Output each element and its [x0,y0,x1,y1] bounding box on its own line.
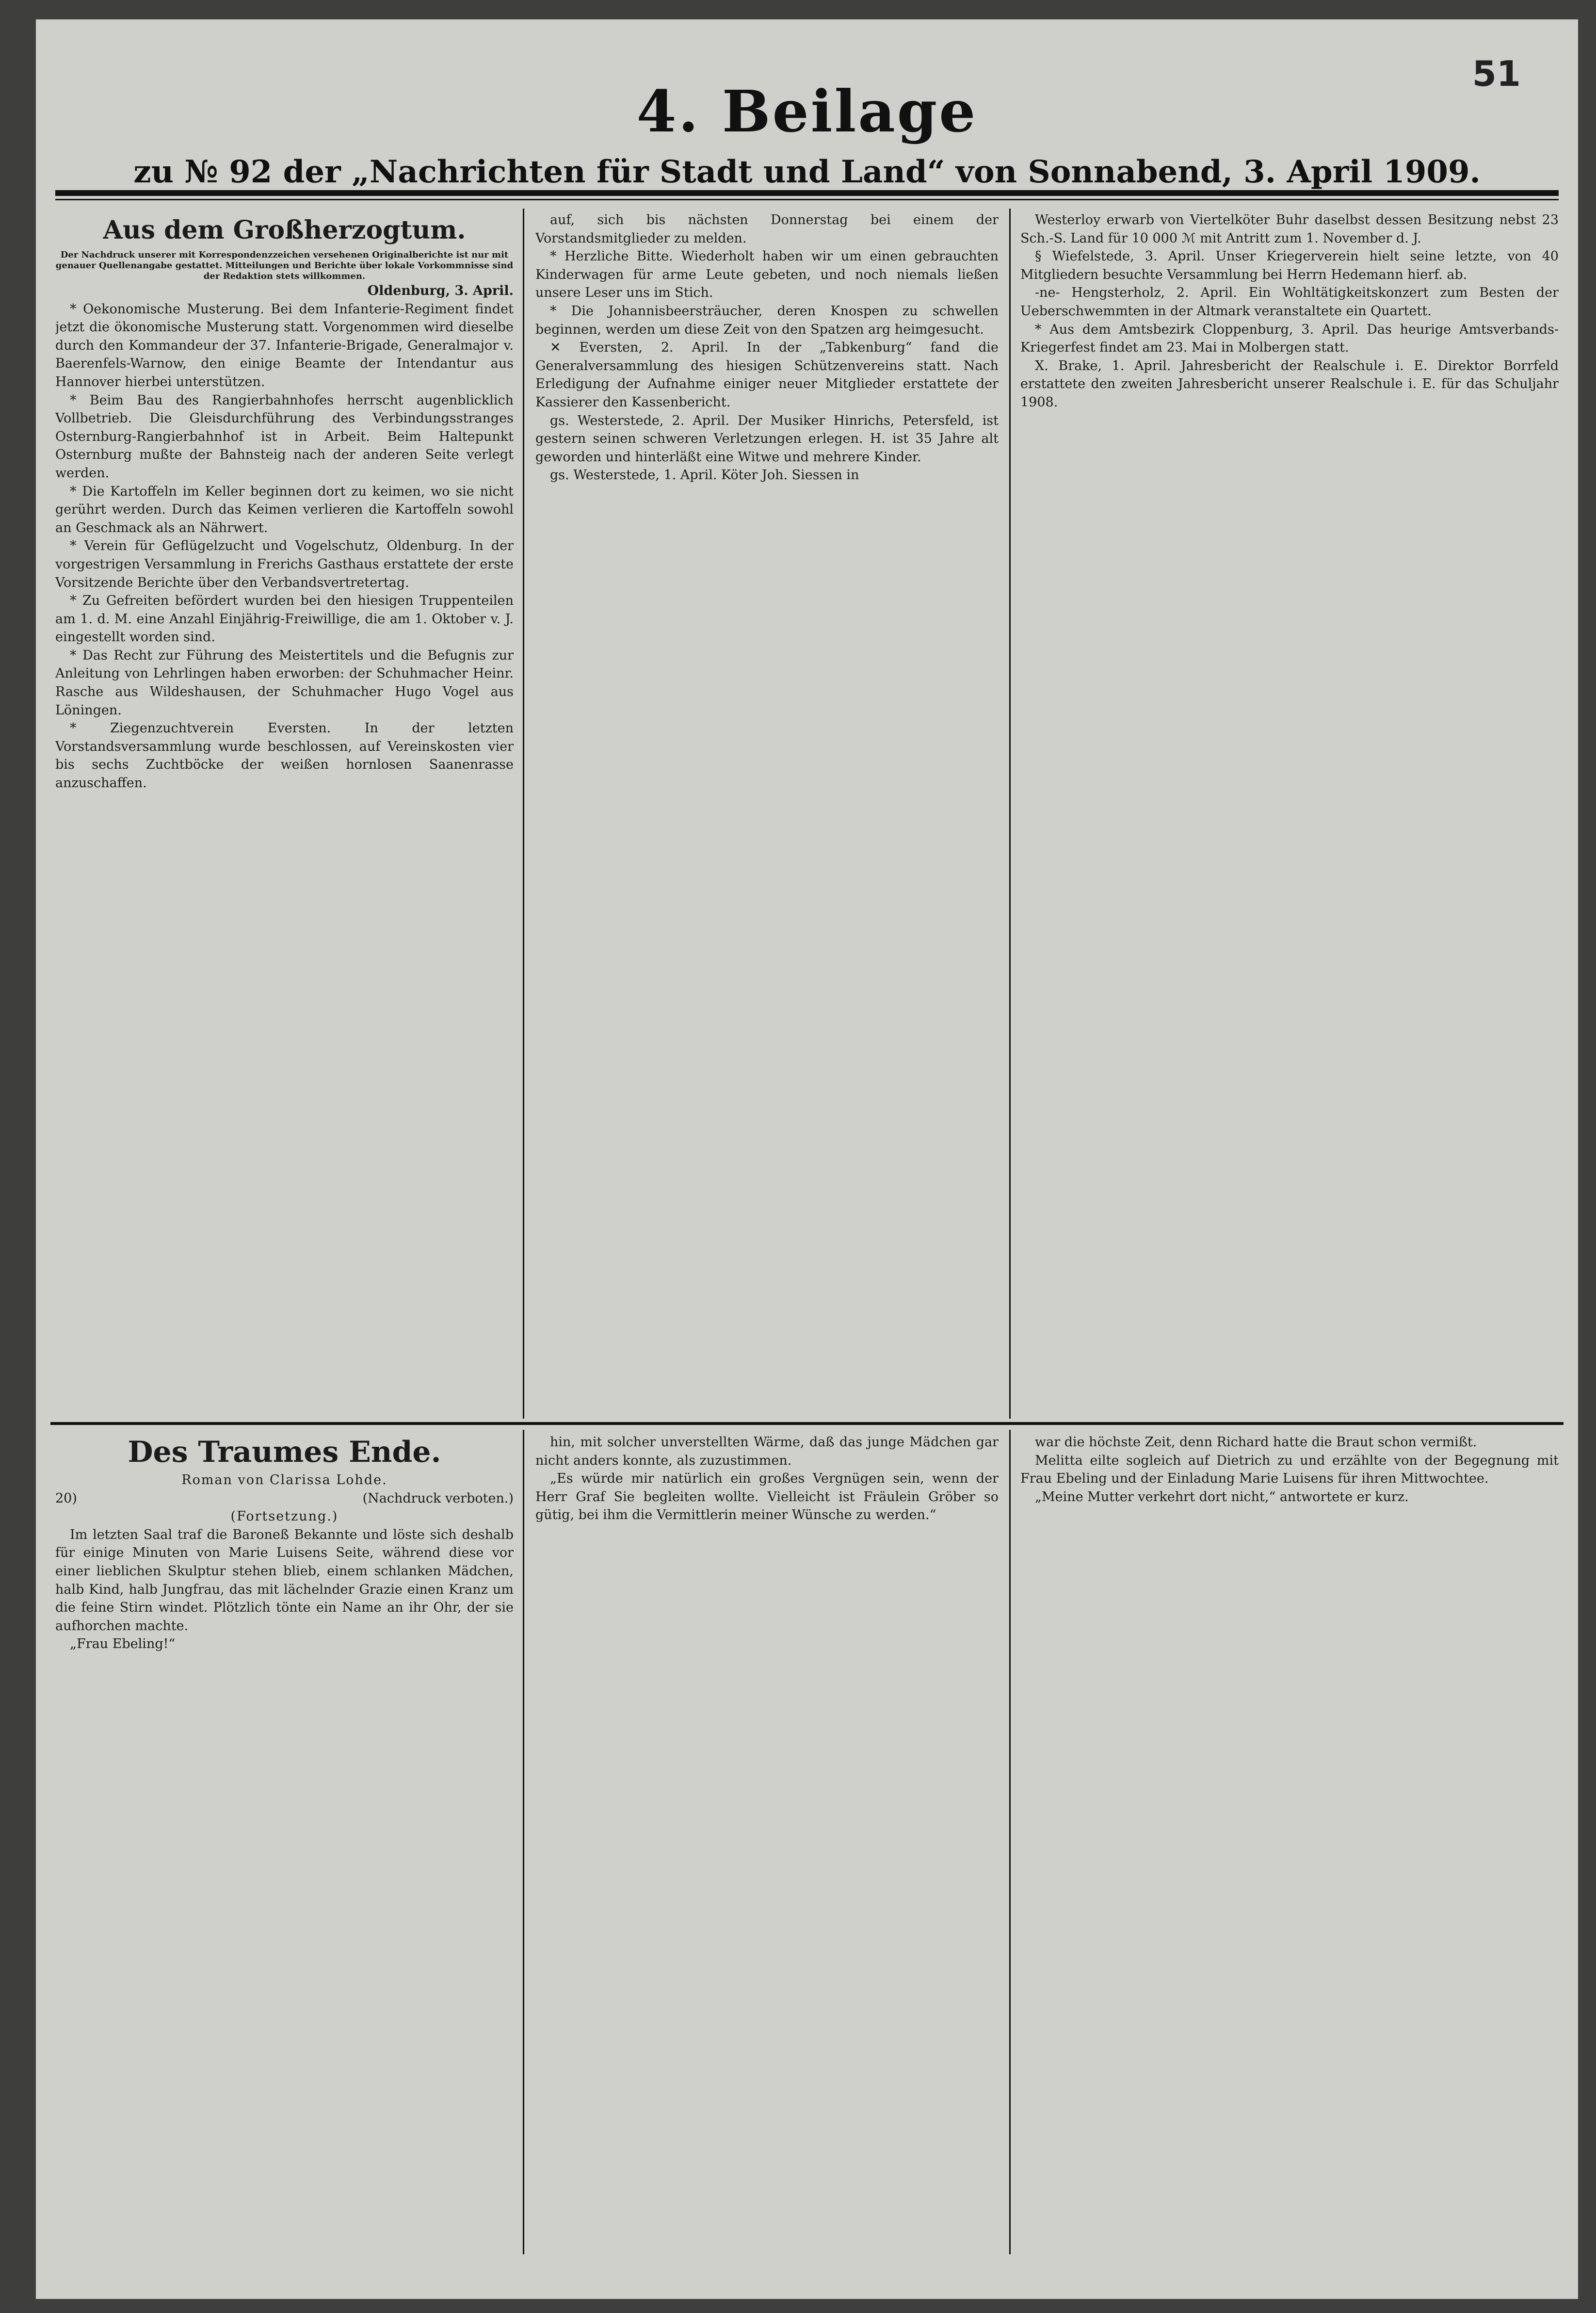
serial-paragraph: „Meine Mutter verkehrt dort nicht,“ antwortete er kurz. [1035,1489,1409,1504]
news-column-3 [1020,211,1559,1419]
serial-byline: Roman von Clarissa Lohde. [181,1472,387,1488]
news-column-1 [55,211,514,1419]
article-paragraph: * Zu Gefreiten befördert wurden bei den hiesigen Truppenteilen am 1. d. M. eine Anzahl Einjährig-Freiwillige, die am 1. Oktober v. J. eingestellt worden sind. [55,593,514,645]
article-paragraph: * Ziegenzuchtverein Eversten. In der letzten Vorstandsversammlung wurde beschlossen, auf Vereinskosten vier bis sechs Zuchtböcke der weißen hornlosen Saanenrasse anzuschaffen. [55,721,514,791]
article-paragraph: ✕ Eversten, 2. April. In der „Tabkenburg“ fand die Generalversammlung des hiesigen Schützenvereins statt. Nach Erledigung der Aufnahme einiger neuer Mitglieder erstattete der Kassierer den Kassenbericht. [535,340,999,410]
section-heading: Aus dem Großherzogtum. [103,215,466,245]
masthead [55,78,1559,194]
serial-title: Des Traumes Ende. [128,1435,441,1469]
article-paragraph: * Beim Bau des Rangierbahnhofes herrscht augenblicklich Vollbetrieb. Die Gleisdurchführung des Verbindungsstranges Osternburg-Rangierbahnhof ist in Arbeit. Beim Haltepunkt Osternburg mußte der Bahnsteig nach der anderen Seite verlegt werden. [55,392,514,481]
serial-column-2 [535,1433,999,2253]
supplement-subtitle: zu № 92 der „Nachrichten für Stadt und Land“ von Sonnabend, 3. April 1909. [133,154,1481,190]
article-paragraph: * Die Kartoffeln im Keller beginnen dort zu keimen, wo sie nicht gerührt werden. Durch das Keimen verlieren die Kartoffeln sowohl an Geschmack als an Nährwert. [55,484,514,535]
serial-paragraph: war die höchste Zeit, denn Richard hatte die Braut schon vermißt. [1035,1435,1477,1450]
article-paragraph: -ne- Hengsterholz, 2. April. Ein Wohltätigkeitskonzert zum Besten der Ueberschwemmten in der Altmark veranstaltete ein Quartett. [1020,285,1559,319]
article-paragraph: * Das Recht zur Führung des Meistertitels und die Befugnis zur Anleitung von Lehrlingen haben erworben: der Schuhmacher Heinr. Rasche aus Wildeshausen, der Schuhmacher Hugo Vogel aus Löningen. [55,647,514,718]
article-paragraph: gs. Westerstede, 1. April. Köter Joh. Siessen in [550,468,859,483]
article-paragraph: * Verein für Geflügelzucht und Vogelschutz, Oldenburg. In der vorgestrigen Versammlung in Frerichs Gasthaus erstattete der erste Vorsitzende Berichte über den Verbandsvertretertag. [55,538,514,590]
serial-paragraph: „Frau Ebeling!“ [70,1636,176,1652]
column-divider [523,1430,524,2254]
serial-continuation: (Fortsetzung.) [230,1509,339,1524]
news-column-2 [535,211,999,1419]
serial-column-3 [1020,1433,1559,2253]
reprint-notice: Der Nachdruck unserer mit Korrespondenzzeichen versehenen Originalberichte ist nur mit genauer Quellenangabe gestattet. Mitteilungen und Berichte über lokale Vorkommnisse sind der Redaktion stets willkommen. [55,250,514,281]
masthead-rule-thin [55,199,1559,200]
serial-paragraph: hin, mit solcher unverstellten Wärme, daß das junge Mädchen gar nicht anders konnte, als zuzustimmen. [535,1435,999,1468]
article-paragraph: * Die Johannisbeersträucher, deren Knospen zu schwellen beginnen, werden um diese Zeit von den Spatzen arg heimgesucht. [535,303,999,337]
serial-column-1 [55,1433,514,2253]
article-paragraph: * Aus dem Amtsbezirk Cloppenburg, 3. April. Das heurige Amtsverbands-Kriegerfest findet am 23. Mai in Molbergen statt. [1020,322,1559,356]
section-rule [50,1422,1564,1425]
dateline: Oldenburg, 3. April. [367,283,514,298]
article-paragraph: auf, sich bis nächsten Donnerstag bei einem der Vorstandsmitglieder zu melden. [535,212,999,246]
article-paragraph: * Herzliche Bitte. Wiederholt haben wir um einen gebrauchten Kinderwagen für arme Leute gebeten, und noch niemals ließen unsere Leser uns im Stich. [535,249,999,301]
article-paragraph: § Wiefelstede, 3. April. Unser Kriegerverein hielt seine letzte, von 40 Mitgliedern besuchte Versammlung bei Herrn Hedemann hierf. ab. [1020,249,1559,282]
article-paragraph: Westerloy erwarb von Viertelköter Buhr daselbst dessen Besitzung nebst 23 Sch.-S. Land für 10 000 ℳ mit Antritt zum 1. November d. J. [1020,212,1559,246]
reprint-rights: (Nachdruck verboten.) [362,1490,514,1506]
supplement-title: 4. Beilage [636,78,978,145]
article-paragraph: gs. Westerstede, 2. April. Der Musiker Hinrichs, Petersfeld, ist gestern seinen schweren Verletzungen erlegen. H. ist 35 Jahre alt geworden und hinterläßt eine Witwe und mehrere Kinder. [535,413,999,465]
serial-number: 20) [55,1490,77,1506]
serial-paragraph: Melitta eilte sogleich auf Dietrich zu und erzählte von der Begegnung mit Frau Ebeling und der Einladung Marie Luisens für ihren Mittwochtee. [1020,1453,1559,1487]
column-divider [523,209,524,1419]
column-divider [1009,209,1011,1419]
page-number: 51 [1472,53,1521,94]
article-paragraph: * Oekonomische Musterung. Bei dem Infanterie-Regiment findet jetzt die ökonomische Musterung statt. Vorgenommen wird dieselbe durch den Kommandeur der 37. Infanterie-Brigade, Generalmajor v. Baerenfels-Warnow, den einige Beamte der Intendantur aus Hannover hierbei unterstützen. [55,301,514,389]
masthead-rule [55,190,1559,196]
serial-meta [55,1489,514,1508]
serial-paragraph: „Es würde mir natürlich ein großes Vergnügen sein, wenn der Herr Graf Sie begleiten wollte. Vielleicht ist Fräulein Gröber so gütig, bei ihm die Vermittlerin meiner Wünsche zu werden.“ [535,1471,999,1523]
column-divider [1009,1430,1011,2254]
newspaper-page [36,19,1578,2299]
serial-paragraph: Im letzten Saal traf die Baroneß Bekannte und löste sich deshalb für einige Minuten von Marie Luisens Seite, während diese vor einer lieblichen Skulptur stehen blieb, einem schlanken Mädchen, halb Kind, halb Jungfrau, das mit lächelnder Grazie einen Kranz um die feine Stirn windet. Plötzlich tönte ein Name an ihr Ohr, der sie aufhorchen machte. [55,1527,514,1634]
article-paragraph: X. Brake, 1. April. Jahresbericht der Realschule i. E. Direktor Borrfeld erstattete den zweiten Jahresbericht unserer Realschule i. E. für das Schuljahr 1908. [1020,358,1559,410]
